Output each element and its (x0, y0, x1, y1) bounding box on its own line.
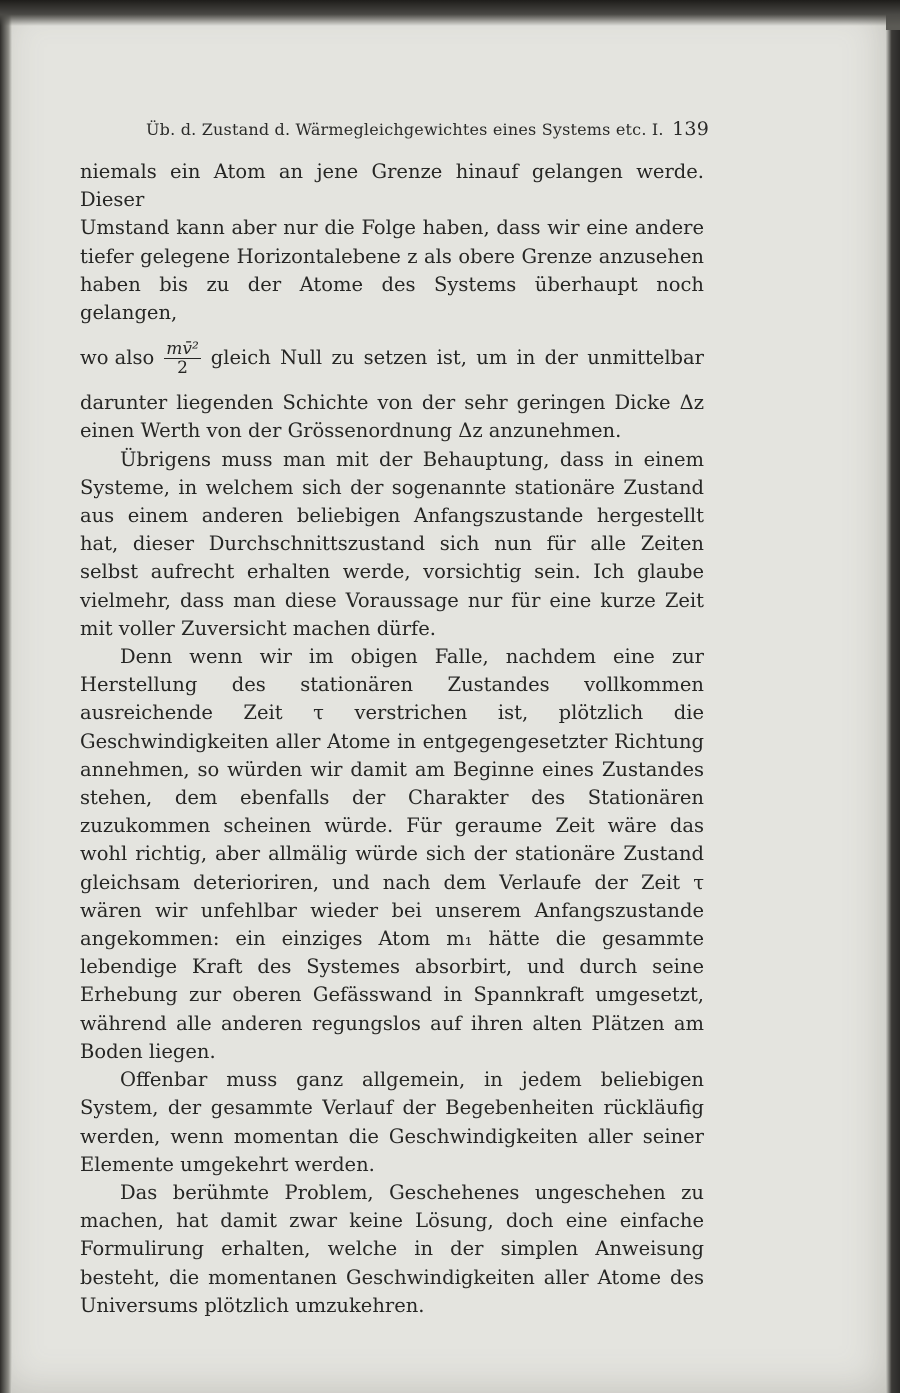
paragraph-4: Offenbar muss ganz allgemein, in jedem beliebigen System, der gesammte Verlauf der Begebenheiten rückläufig werden, wenn momentan die Geschwindigkeiten aller seiner Elemente umgekehrt werden. (80, 1068, 704, 1176)
running-title: Üb. d. Zustand d. Wärmegleichgewichtes eines Systems etc. I. (146, 120, 664, 139)
fraction-mv2-over-2 (164, 340, 201, 377)
page-body (80, 158, 704, 1320)
p1-line-3: tiefer gelegene Horizontalebene z als obere Grenze anzusehen (80, 244, 704, 268)
p1-line-4: haben bis zu der Atome des Systems überhaupt noch gelangen, (80, 272, 704, 325)
formula-before: wo also (80, 346, 155, 370)
formula-after: gleich Null zu setzen ist, um in der unmittelbar (210, 346, 704, 370)
page-right-edge (886, 30, 900, 1393)
paragraph-1 (80, 158, 704, 327)
paragraph-1-tail: darunter liegenden Schichte von der sehr geringen Dicke Δz einen Werth von der Grössenordnung Δz anzunehmen. (80, 391, 704, 443)
fraction-denominator: 2 (177, 357, 188, 378)
formula-line (80, 333, 704, 383)
page-number: 139 (672, 118, 709, 140)
paragraph-3: Denn wenn wir im obigen Falle, nachdem eine zur Herstellung des stationären Zustandes vollkommen ausreichende Zeit τ verstrichen ist, plötzlich die Geschwindigkeiten aller Atome in entgegengesetzter Richtung annehmen, so würden wir damit am Beginne eines Zustandes stehen, dem ebenfalls der Charakter des Stationären zuzukommen scheinen würde. Für geraume Zeit wäre das wohl richtig, aber allmälig würde sich der stationäre Zustand gleichsam deterioriren, und nach dem Verlaufe der Zeit τ wären wir unfehlbar wieder bei unserem Anfangszustande angekommen: ein einziges Atom m₁ hätte die gesammte lebendige Kraft des Systemes absorbirt, und durch seine Erhebung zur oberen Gefässwand in Spannkraft umgesetzt, während alle anderen regungslos auf ihren alten Plätzen am Boden liegen. (80, 645, 704, 1063)
page-top-edge (0, 0, 900, 26)
p1-line-1: niemals ein Atom an jene Grenze hinauf gelangen werde. Dieser (80, 160, 704, 212)
running-header (146, 118, 709, 140)
paragraph-2: Übrigens muss man mit der Behauptung, dass in einem Systeme, in welchem sich der sogenannte stationäre Zustand aus einem anderen beliebigen Anfangszustande hergestellt hat, dieser Durchschnittszustand sich nun für alle Zeiten selbst aufrecht erhalten werde, vorsichtig sein. Ich glaube vielmehr, dass man diese Voraussage nur für eine kurze Zeit mit voller Zuversicht machen dürfe. (80, 447, 704, 640)
page-gutter-shadow (0, 0, 12, 1393)
p1-line-2: Umstand kann aber nur die Folge haben, dass wir eine andere (80, 216, 704, 240)
paragraph-5: Das berühmte Problem, Geschehenes ungeschehen zu machen, hat damit zwar keine Lösung, doch eine einfache Formulirung erhalten, welche in der simplen Anweisung besteht, die momentanen Geschwindigkeiten aller Atome des Universums plötzlich umzukehren. (80, 1180, 704, 1317)
fraction-numerator: mv̄² (166, 338, 199, 359)
